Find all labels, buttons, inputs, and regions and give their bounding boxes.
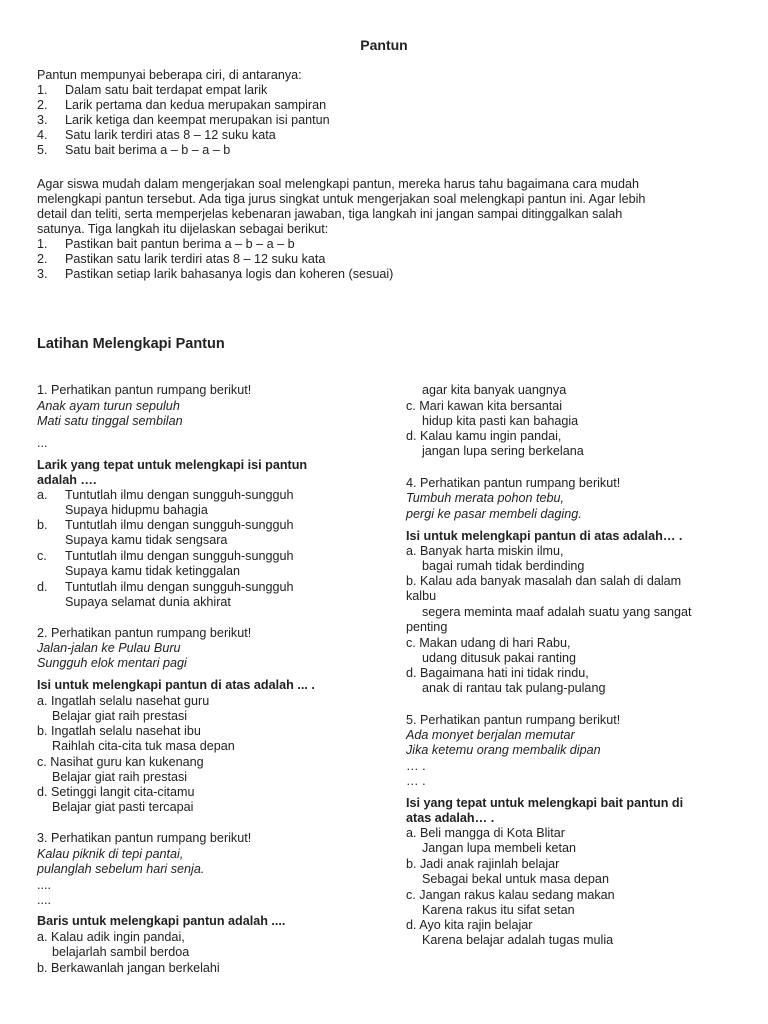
- q2-option-a[interactable]: a. Ingatlah selalu nasehat guru: [37, 694, 210, 708]
- list-text: Pastikan satu larik terdiri atas 8 – 12 suku kata: [65, 252, 326, 266]
- option-text-line2: Belajar giat raih prestasi: [52, 709, 188, 723]
- option-text-line2: Sebagai bekal untuk masa depan: [422, 872, 609, 886]
- q2-pantun-line: Jalan-jalan ke Pulau Buru: [37, 641, 181, 655]
- q3-option-a[interactable]: a. Kalau adik ingin pandai,: [37, 930, 185, 944]
- q3-question: Baris untuk melengkapi pantun adalah ....: [37, 914, 286, 928]
- list-number: 4.: [37, 128, 48, 142]
- option-text-line2: Raihlah cita-cita tuk masa depan: [52, 739, 235, 753]
- q2-option-d[interactable]: d. Setinggi langit cita-citamu: [37, 785, 195, 799]
- q5-question: Isi yang tepat untuk melengkapi bait pantun di: [406, 796, 684, 810]
- option-text-line2: Belajar giat raih prestasi: [52, 770, 188, 784]
- q4-option-a[interactable]: a. Banyak harta miskin ilmu,: [406, 544, 564, 558]
- option-text-line2: Supaya selamat dunia akhirat: [65, 595, 231, 609]
- list-text: Pastikan bait pantun berima a – b – a – b: [65, 237, 295, 251]
- paragraph-line: melengkapi pantun tersebut. Ada tiga jurus singkat untuk mengerjakan soal melengkapi pantun ini. Agar lebih: [37, 192, 646, 206]
- q5-dots: … .: [406, 774, 426, 788]
- page-title: Pantun: [360, 37, 408, 53]
- q1-question: Larik yang tepat untuk melengkapi isi pantun: [37, 458, 308, 472]
- q3-prompt: 3. Perhatikan pantun rumpang berikut!: [37, 831, 252, 845]
- q1-prompt: 1. Perhatikan pantun rumpang berikut!: [37, 383, 252, 397]
- option-text-line2: jangan lupa sering berkelana: [422, 444, 584, 458]
- option-text-line2: Supaya kamu tidak ketinggalan: [65, 564, 241, 578]
- list-number: 5.: [37, 143, 48, 157]
- list-text: Satu larik terdiri atas 8 – 12 suku kata: [65, 128, 276, 142]
- q4-pantun-line: Tumbuh merata pohon tebu,: [406, 491, 564, 505]
- list-text: Larik ketiga dan keempat merupakan isi pantun: [65, 113, 330, 127]
- q3-dots: ....: [37, 893, 51, 907]
- option-text-line2: hidup kita pasti kan bahagia: [422, 414, 579, 428]
- list-number: 3.: [37, 267, 48, 281]
- list-text: Larik pertama dan kedua merupakan sampiran: [65, 98, 327, 112]
- q5-pantun-line: Jika ketemu orang membalik dipan: [406, 743, 601, 757]
- option-text: Tuntutlah ilmu dengan sungguh-sungguh: [65, 549, 294, 563]
- q3-option-d[interactable]: d. Kalau kamu ingin pandai,: [406, 429, 562, 443]
- q5-pantun-line: Ada monyet berjalan memutar: [406, 728, 575, 742]
- q2-option-b[interactable]: b. Ingatlah selalu nasehat ibu: [37, 724, 201, 738]
- list-number: 1.: [37, 237, 48, 251]
- option-text-line2: udang ditusuk pakai ranting: [422, 651, 577, 665]
- option-letter: c.: [37, 549, 47, 563]
- paragraph-line: satunya. Tiga langkah itu dijelaskan sebagai berikut:: [37, 222, 329, 236]
- q4-option-c[interactable]: c. Makan udang di hari Rabu,: [406, 636, 571, 650]
- q3-option-b[interactable]: b. Berkawanlah jangan berkelahi: [37, 961, 220, 975]
- q5-option-d[interactable]: d. Ayo kita rajin belajar: [406, 918, 533, 932]
- q5-prompt: 5. Perhatikan pantun rumpang berikut!: [406, 713, 621, 727]
- list-number: 2.: [37, 252, 48, 266]
- list-text: Dalam satu bait terdapat empat larik: [65, 83, 268, 97]
- option-letter: a.: [37, 488, 48, 502]
- q3-option-c[interactable]: c. Mari kawan kita bersantai: [406, 399, 563, 413]
- option-text-line3: segera meminta maaf adalah suatu yang sangat: [422, 605, 692, 619]
- list-text: Satu bait berima a – b – a – b: [65, 143, 231, 157]
- q1-pantun-line: Anak ayam turun sepuluh: [37, 399, 180, 413]
- q4-prompt: 4. Perhatikan pantun rumpang berikut!: [406, 476, 621, 490]
- option-text-line2: Supaya kamu tidak sengsara: [65, 533, 228, 547]
- option-text: Tuntutlah ilmu dengan sungguh-sungguh: [65, 580, 294, 594]
- q1-dots: ...: [37, 436, 48, 450]
- q4-question: Isi untuk melengkapi pantun di atas adalah… .: [406, 529, 683, 543]
- option-text-line2: Belajar giat pasti tercapai: [52, 800, 194, 814]
- q5-question: atas adalah… .: [406, 811, 495, 825]
- option-text-line2: Supaya hidupmu bahagia: [65, 503, 208, 517]
- q3-pantun-line: Kalau piknik di tepi pantai,: [37, 847, 184, 861]
- option-text-line2: Jangan lupa membeli ketan: [422, 841, 577, 855]
- q3-pantun-line: pulanglah sebelum hari senja.: [37, 862, 205, 876]
- q1-question: adalah ….: [37, 473, 97, 487]
- list-number: 1.: [37, 83, 48, 97]
- paragraph-line: detail dan teliti, serta memperjelas kebenaran jawaban, tiga langkah ini jangan sampai ditinggalkan salah: [37, 207, 623, 221]
- q4-pantun-line: pergi ke pasar membeli daging.: [406, 507, 582, 521]
- q5-option-a[interactable]: a. Beli mangga di Kota Blitar: [406, 826, 565, 840]
- option-text: Tuntutlah ilmu dengan sungguh-sungguh: [65, 518, 294, 532]
- q2-pantun-line: Sungguh elok mentari pagi: [37, 656, 187, 670]
- section-title: Latihan Melengkapi Pantun: [37, 336, 225, 352]
- list-number: 2.: [37, 98, 48, 112]
- q4-option-d[interactable]: d. Bagaimana hati ini tidak rindu,: [406, 666, 589, 680]
- q5-option-c[interactable]: c. Jangan rakus kalau sedang makan: [406, 888, 615, 902]
- list-text: Pastikan setiap larik bahasanya logis dan koheren (sesuai): [65, 267, 394, 281]
- option-text-line2: Karena rakus itu sifat setan: [422, 903, 575, 917]
- q4-option-b[interactable]: b. Kalau ada banyak masalah dan salah di dalam: [406, 574, 682, 588]
- q1-pantun-line: Mati satu tinggal sembilan: [37, 414, 183, 428]
- intro-lead: Pantun mempunyai beberapa ciri, di antaranya:: [37, 68, 302, 82]
- option-text: Tuntutlah ilmu dengan sungguh-sungguh: [65, 488, 294, 502]
- option-text-line2: bagai rumah tidak berdinding: [422, 559, 585, 573]
- q3-dots: ....: [37, 878, 51, 892]
- q2-question: Isi untuk melengkapi pantun di atas adalah ... .: [37, 678, 315, 692]
- option-text-line2: Karena belajar adalah tugas mulia: [422, 933, 614, 947]
- option-letter: b.: [37, 518, 48, 532]
- option-text-line2: belajarlah sambil berdoa: [52, 945, 190, 959]
- q5-option-b[interactable]: b. Jadi anak rajinlah belajar: [406, 857, 560, 871]
- q2-option-c[interactable]: c. Nasihat guru kan kukenang: [37, 755, 204, 769]
- option-letter: d.: [37, 580, 48, 594]
- q5-dots: … .: [406, 759, 426, 773]
- paragraph-line: Agar siswa mudah dalam mengerjakan soal melengkapi pantun, mereka harus tahu bagaimana cara mudah: [37, 177, 640, 191]
- option-text-line2: kalbu: [406, 589, 437, 603]
- list-number: 3.: [37, 113, 48, 127]
- q2-prompt: 2. Perhatikan pantun rumpang berikut!: [37, 626, 252, 640]
- option-text-line2: agar kita banyak uangnya: [422, 383, 567, 397]
- option-text-line2: anak di rantau tak pulang-pulang: [422, 681, 606, 695]
- option-text-line4: penting: [406, 620, 448, 634]
